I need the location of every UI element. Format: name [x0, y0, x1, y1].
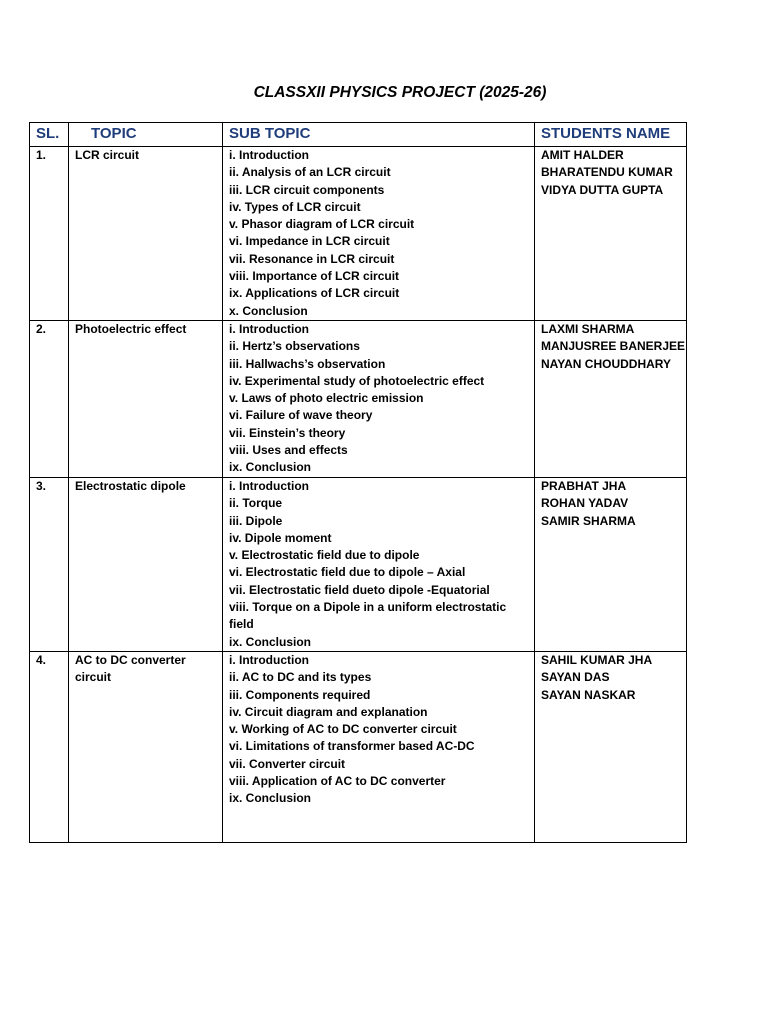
row-topic — [69, 652, 223, 843]
table-row — [30, 321, 687, 478]
sub-topic-item: v. Working of AC to DC converter circuit — [229, 722, 457, 737]
sub-topic-item: viii. Torque on a Dipole in a uniform electrostatic field — [229, 600, 507, 632]
topic-text: Electrostatic dipole — [75, 479, 186, 493]
sub-topic-item: vi. Limitations of transformer based AC-DC — [229, 739, 475, 754]
header-students-name: STUDENTS NAME — [535, 123, 687, 147]
sub-topic-item: iv. Circuit diagram and explanation — [229, 704, 428, 719]
row-sub-topics — [223, 652, 535, 843]
sub-topic-item: i. Introduction — [229, 653, 309, 667]
student-name: SAYAN NASKAR — [541, 687, 636, 702]
row-serial-number: 2. — [30, 321, 69, 478]
sub-topic-item: ix. Applications of LCR circuit — [229, 286, 400, 301]
row-topic — [69, 147, 223, 321]
sub-topic-item: vii. Resonance in LCR circuit — [229, 251, 395, 266]
sub-topic-item: ii. Torque — [229, 496, 283, 511]
sub-topic-item: vii. Electrostatic field dueto dipole -Equatorial — [229, 582, 490, 597]
sub-topic-item: iii. Components required — [229, 687, 371, 702]
sub-topic-item: i. Introduction — [229, 148, 309, 162]
sub-topic-item: ii. Hertz’s observations — [229, 339, 360, 354]
sub-topic-item: iv. Experimental study of photoelectric effect — [229, 373, 485, 388]
row-serial-number: 4. — [30, 652, 69, 843]
row-sub-topics — [223, 321, 535, 478]
sub-topic-item: vi. Impedance in LCR circuit — [229, 234, 390, 249]
row-students — [535, 652, 687, 843]
header-sl: SL. — [30, 123, 69, 147]
sub-topic-item: v. Phasor diagram of LCR circuit — [229, 217, 415, 232]
row-topic — [69, 478, 223, 652]
student-name: ROHAN YADAV — [541, 496, 629, 511]
sub-topic-item: vii. Converter circuit — [229, 756, 346, 771]
table-body — [30, 147, 687, 843]
student-name: SAYAN DAS — [541, 670, 610, 685]
student-name: VIDYA DUTTA GUPTA — [541, 182, 664, 197]
sub-topic-item: i. Introduction — [229, 479, 309, 493]
project-table — [29, 122, 687, 843]
sub-topic-item: viii. Importance of LCR circuit — [229, 269, 400, 284]
sub-topic-item: iv. Dipole moment — [229, 530, 332, 545]
student-name: SAHIL KUMAR JHA — [541, 653, 653, 667]
sub-topic-item: x. Conclusion — [229, 303, 308, 318]
document-title: CLASSXII PHYSICS PROJECT (2025-26) — [253, 84, 547, 101]
sub-topic-item: viii. Uses and effects — [229, 443, 348, 458]
row-students — [535, 147, 687, 321]
table-row — [30, 478, 687, 652]
sub-topic-item: vi. Electrostatic field due to dipole – Axial — [229, 565, 466, 580]
header-row — [30, 123, 687, 147]
row-serial-number: 3. — [30, 478, 69, 652]
table-row — [30, 147, 687, 321]
student-name: LAXMI SHARMA — [541, 322, 635, 336]
student-name: SAMIR SHARMA — [541, 513, 636, 528]
row-students — [535, 321, 687, 478]
sub-topic-item: iii. LCR circuit components — [229, 182, 385, 197]
sub-topic-item: ii. AC to DC and its types — [229, 670, 372, 685]
header-sub-topic: SUB TOPIC — [223, 123, 535, 147]
student-name: NAYAN CHOUDDHARY — [541, 356, 672, 371]
topic-text: AC to DC converter circuit — [75, 653, 186, 685]
sub-topic-item: vi. Failure of wave theory — [229, 408, 373, 423]
sub-topic-item: vii. Einstein’s theory — [229, 425, 346, 440]
header-topic: TOPIC — [69, 123, 223, 147]
sub-topic-item: i. Introduction — [229, 322, 309, 336]
sub-topic-item: ii. Analysis of an LCR circuit — [229, 165, 391, 180]
row-students — [535, 478, 687, 652]
row-sub-topics — [223, 147, 535, 321]
sub-topic-item: v. Electrostatic field due to dipole — [229, 548, 420, 563]
row-topic — [69, 321, 223, 478]
row-serial-number: 1. — [30, 147, 69, 321]
student-name: MANJUSREE BANERJEE — [541, 339, 686, 354]
sub-topic-item: viii. Application of AC to DC converter — [229, 774, 446, 789]
topic-text: LCR circuit — [75, 148, 140, 162]
sub-topic-item: iii. Dipole — [229, 513, 283, 528]
sub-topic-item: iii. Hallwachs’s observation — [229, 356, 386, 371]
sub-topic-item: iv. Types of LCR circuit — [229, 199, 361, 214]
table-row — [30, 652, 687, 843]
topic-text: Photoelectric effect — [75, 322, 187, 336]
sub-topic-item: v. Laws of photo electric emission — [229, 391, 424, 406]
student-name: BHARATENDU KUMAR — [541, 165, 673, 180]
row-sub-topics — [223, 478, 535, 652]
student-name: AMIT HALDER — [541, 148, 624, 162]
sub-topic-item: ix. Conclusion — [229, 791, 312, 806]
student-name: PRABHAT JHA — [541, 479, 627, 493]
sub-topic-item: ix. Conclusion — [229, 460, 312, 475]
sub-topic-item: ix. Conclusion — [229, 634, 312, 649]
